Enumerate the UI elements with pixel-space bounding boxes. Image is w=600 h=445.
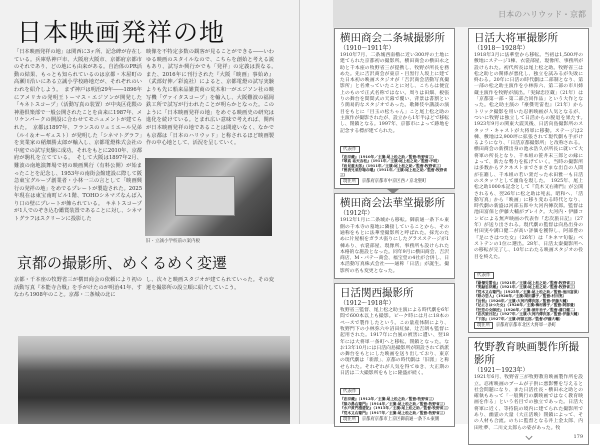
body-column-2: 映像を不特定多数の観客が見ることができる――いわゆる映画のスタイルなので、こちらを創始と考える説もあり、試写か興行かでも「発祥」の定義は異なる。 また、2016年に刊行された『大阪「映画」事始め』（武部好伸／彩流社）によると、京都電燈の試写実験よりも先に船来品雑貨商の荒木和一がエジソン社の映写機「ヴァイタスコープ」を輸入し、大阪難波の福岡鉄工所で試写が行われたことが明らかとなった。このように「日本映画発祥の地」をめぐる映画史の研究は進化を続けている。とまれ広い意味で考えれば、関西が日本映画発祥の地であることは間違いなく、なかでも京都は「日本のハリウッド」と称されるほど映画製作の中心地として、活況を呈していく。 <box>146 49 280 147</box>
works-list <box>474 281 583 322</box>
body-column-3: 京都・千本座の牧野省三が横田商会の依頼により初の活動写真『本能寺合戦』を手がけたのが明治41年、すなわち1908年のこと。京都・二条城の北に <box>14 277 142 299</box>
section-title: 京都の撮影所、めくるめく変遷 <box>17 254 228 272</box>
studio-text: 牧野省三監督、尾上松之助主演による時代劇を6年間で600本以上も撮影。ピーク時には月に18本のペースで製作したという。この量産体制により、牧野門下の小林弥六や沼田紅緑、辻吉朗も監督に起用された。1917年に台風の被害に遭い、翌18年には大将軍一条町へと移転。閉鎖となった。なお13年10月には日活向島撮影所が開設されて新派の舞台をもとにした映画を送り出しており、東京の現代劇は「新派」、京都の時代劇は「旧派」と称せられた。それぞれが人気を得てゆき、大正期の日活は二大撮影所をもとに隆盛が続く。 <box>340 308 449 376</box>
continue-chevron-icon <box>525 433 532 440</box>
location <box>340 417 449 423</box>
studio-name: 横田商会二条城撮影所 <box>340 32 445 44</box>
work-item: 『長恨』（1926年／主演:大河内傳次郎／監督:伊藤大輔） <box>474 298 570 303</box>
studio-years: （1921〜1923年） <box>474 367 529 375</box>
studio-box <box>334 28 455 189</box>
location-text: 京都府京都市上京区御前通一条下ル東側 <box>361 417 440 423</box>
studio-years: （1910〜1911年） <box>340 45 395 52</box>
location-label: 現住所 <box>340 416 359 423</box>
work-item: 『紙の恋人』（1926年／主演:岡田嘉子／監督:村田実） <box>474 294 567 299</box>
work-item: 『水戸黄門漫遊記』（1915年／主演:尾上松之助／監督:牧野省三） <box>340 406 451 411</box>
studio-name: 日活大将軍撮影所 <box>474 32 558 44</box>
signboard-photo <box>145 158 272 236</box>
work-item: 『荒木又右衛門』（1917年／主演:尾上松之助／監督:牧野省三） <box>340 410 448 415</box>
studio-column-right <box>468 28 589 445</box>
works-list <box>340 397 449 415</box>
running-head: 日本のハリウッド・京都 <box>498 10 586 19</box>
work-item: 『忠臣蔵』（1912年／主演:尾上松之助／監督:牧野省三） <box>340 397 436 402</box>
studio-years: （1912年） <box>340 210 374 218</box>
work-item: 『琴真 祐天吉松』（1911年／主演:尾上松之助／監督:不明） <box>340 159 441 164</box>
box-footer <box>474 433 583 441</box>
work-item: 『荒木又右衛門』（1925年／主演:尾上松之助／監督:池田富保） <box>474 289 582 294</box>
work-item: 『足にさはつた女』（1926年／主演:梅村蓉子／監督:阿部豊） <box>474 303 578 308</box>
right-page <box>300 0 600 440</box>
location-text: 京都府京都市中京区西ノ京北聖町 <box>361 179 427 185</box>
studio-box <box>334 193 455 279</box>
work-item: 『豪傑児雷也』（1921年／主演:尾上松之助／監督:牧野省三） <box>474 280 578 285</box>
work-item: 『実録忠臣蔵』（1921年／主演:尾上松之助／監督:牧野省三） <box>474 285 578 290</box>
left-page <box>0 0 300 424</box>
page-number: 179 <box>573 433 583 440</box>
studio-box <box>334 283 455 427</box>
location <box>340 179 449 185</box>
studio-column-left <box>334 28 455 427</box>
work-item: 『忠臣蔵』（1910年／主演:尾上松之助／監督:牧野省三） <box>340 154 436 159</box>
studio-street-photo <box>18 336 290 424</box>
studio-text: 1918年3月に法華堂から移転。当初は1,500坪の敷地にステージ1棟、衣裳部屋、現像所、事務所が設けられた。初代所長は尾上松之助。牧野省三は松之助との関係が悪化し、独立を試みるが失敗に終わる。20年に日活の時代劇は二部制となり、第一部の松之助主演作を小林弥六、第二部の市川姉蔵主演作を牧野が演出。「実録忠臣蔵」（21年）は「京都第一部・第二部合同作品」という大作となった。松之助主演の『豪傑児雷也』（21年）からトリック撮影を用いた忍術映画が人気となるが、ついに牧野は独立して日活からの脱退を果たす。 1923年9月の関東大震災後、日活向島撮影所のスタッフ・キャストが大将軍に移動。ステージは2棟、敷地は2,900坪に拡張されて現代劇も手がけるようになり、「日活京都撮影所」と改称される。横田商会の新撰出身の池永浩久が所長に就いて大将軍の所長となり、千本組の笹井末三郎との縁によって、新たな勢力を拡げていく。当時の撮影所は多数からアクネストまでさまざまな出自の人間が在籍し、千本組の若い衆だった永田雅一も日活のスタッフとして頭角を現した。 1925年、尾上松之助1000本記念として『荒木又右衛門』が公開されるも、翌26年に松之助は死去。昭和へ、「活動写真」から「映画」に移り変わる時代となり、時代劇の新盛は河部五郎や大河内傳次郎。監督は池田富保と伊藤大輔がブレイク。大河内・伊藤コンビによる無声映画の代表作『忠次旅日記』（27年）が送り出される。現代劇の監督は向島出身の村田実や溝口健二が高い評価を獲得し、阿部豊の『足にさはつた女』（26年）は『キネマ旬報』ベストテンの1位に選出。28年、日活太秦撮影所への移転が完了し、10年にわたる映画スタジオの役目を終えた。 <box>474 53 588 260</box>
works-label: 代表作 <box>340 388 360 395</box>
studio-box <box>468 28 589 333</box>
studio-text: 1912年1月に二条城から移転。御前通一条下ル東側の千本寺の墓地に隣接していることから、その通称をもとに法華堂撮影所と呼ばれた。採光のために片屋根をガラス張りにしたグラスステージが1棟あり、衣裳部屋、現像所、事務所も設けられた本格的な施設となった。同年9月に横田商会、吉沢商店、M・パテー商会、福宝堂の4社が合併し、日本活動写真株式会社――通称「日活」が誕生。撮影所の名も変更となった。 <box>340 218 449 274</box>
works-label: 代表作 <box>474 272 494 279</box>
studio-text: 1910年7月、二条城西南櫓に近い300坪の土地に建てられた京都初の撮影所。横田商会の横田永之助と千本座の牧野省三が提携し、牧野が所長を務めた。先に吉沢商会が東京・目黒行人坂上に建てた日本初の映画スタジオが「吉沢商会活動写真撮影所」と名乗っていたことに対し、こちらは便宜上のもので正式名称ではない。周りは田畑、板張りの舞台を間間式の天幕で覆い、背景は書割という簡易的なスタジオであった。歌舞伎や講談の演目をもとに「目玉の松ちゃん」こと尾上松之助の主演作が撮影されたが、設立から1年半ほどで移転し、閉鎖となる。1997年、京都市によって跡地を記念する標が建てられた。 <box>340 53 449 134</box>
signboard <box>175 176 235 216</box>
studio-text: 1921年6月、牧野省三が牧野教育映画製作所を設立。忍術映画のブームが子供に悪影響を与えると社会問題になり、また日活社長・横田永之助との確執もあって「一般興行の劇映画ではなく教育映画を作る」という名目での独立であった。日活大将軍に近く、等持院の境内に建てられた撮影所であり、幽霊の大量（大正活映）閉鎖によって、その人材も合流。のちに監督となる井上金太郎、内田吐夢、二川文太郎らの姿があった。牧 <box>474 375 583 431</box>
page-title: 日本映画発祥の地 <box>17 18 226 47</box>
location-label: 現住所 <box>474 322 493 329</box>
location-label: 現住所 <box>340 178 359 185</box>
studio-name: 牧野教育映画製作所撮影所 <box>474 341 579 367</box>
studio-box <box>468 337 589 445</box>
photo-caption: 旧・立誠小学校前の案内板 <box>146 239 200 244</box>
studio-name: 横田商会法華堂撮影所 <box>340 197 445 210</box>
work-item: 『狂恋の女師匠』（1926年／主演:酒井米子／監督:溝口健二） <box>474 307 578 312</box>
work-item: 『下郎』（1927年／主演:河部五郎／監督:伊藤大輔） <box>474 316 563 321</box>
work-item: 『忠次旅日記』（1927年／主演:大河内傳次郎／監督:伊藤大輔） <box>474 312 582 317</box>
studio-years: （1918〜1928年） <box>474 45 529 52</box>
studio-name: 日活関西撮影所 <box>340 287 414 300</box>
work-item: 『岩見重太郎』（1911年／主演:尾上松之助／監督:牧野省三） <box>340 163 444 168</box>
arrow-down-icon <box>387 189 399 194</box>
body-column-4: し、次々と映画スタジオが建てられていった。その変遷を撮影所の設立順に紹介していこう。 <box>146 277 274 291</box>
work-item: 『猿の鼻右衛門』（1914年／主演:尾上松之助／監督:牧野省三） <box>340 401 448 406</box>
work-item: 『曽我兄弟狩場の曙』（1911年／主演:尾上松之助／監督:牧野省三） <box>340 168 448 177</box>
location <box>474 323 583 329</box>
studio-years: （1912〜1918年） <box>340 300 395 308</box>
body-column-1: 「日本映画発祥の地」は関西に3ヶ所、記念碑が存在している。兵庫県神戸市、大阪府大阪市、京都府京都市のそれであり、どの地にも由来がある。自治体のPR活動の結果、もっとも知られているのは京都・木屋町の高瀬川沿いにある立誠小学校跡地だが、それぞれのいわれを紹介しよう。 まず神戸は明治29年――1896年にアメリカの発明王トーマス・エジソンが開発した「キネトスコープ」（活動写真の装置）が中央区花隈の神港倶楽部で一般公開されたことを由来に1987年、メリケンパークの開設に合わせてモニュメントが建てられた。 京都は1897年、フランスのリュミエール兄弟（ルイ＆オーギュスト）が発明した「シネマトグラフ」を実業家の稲畑勝太郎が輸入し、京都電燈株式会社の中庭での試写実験に成功。それをもとに2010年、京都府が駒札を立てている。 そして大阪は1897年2月、難波の南地演舞場で初の映画興行（有料公開）が始まったことを記念し、1953年の南街会館建設に際して阪急東宝グループ創業者・小林一三の言として「映画興行の発祥の地」をめでるプレートが製造された。2025年現在は東宝南町ビル1階、TOHOシネマズなんば入り口の壁にプレートが飾られている。 キネトスコープが1人でのぞき込む鑑賞装置であることに対し、シネマトグラフはスクリーンに投影した <box>14 49 142 223</box>
location-text: 京都府京都市北区大将軍一条町 <box>495 323 557 329</box>
works-list <box>340 155 449 178</box>
works-label: 代表作 <box>340 146 360 153</box>
